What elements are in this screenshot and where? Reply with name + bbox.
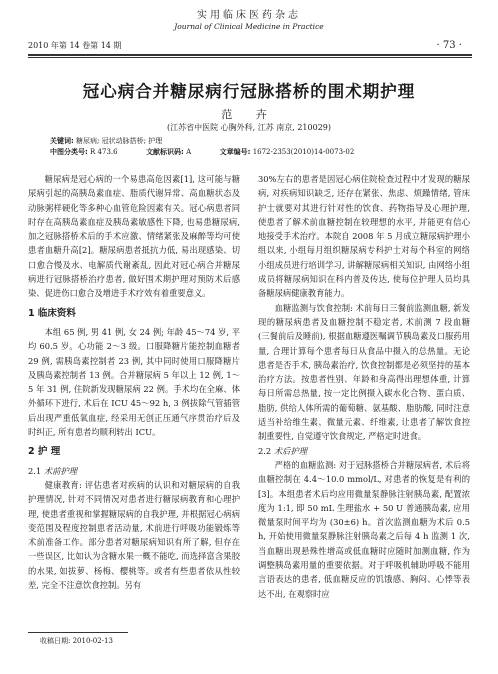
article-id-label: 文章编号: (219, 148, 251, 156)
footnote-rule (28, 632, 128, 633)
section-heading-2: 2 护 理 (28, 446, 61, 458)
section-heading-1: 1 临床资料 (28, 307, 76, 319)
education-paragraph: 30%左右的患者是因冠心病住院检查过程中才发现的糖尿病, 对疾病知识缺乏, 还存在紧张、焦虑、烦躁情绪, 管床护士就要对其进行针对性的饮食、药物指导及心理护理, 使患者了解术前血糖控制在较理想的水平, 并能更有信心地接受手术治疗。本院自 2008 年 5 月成立糖尿病护理小组以来, 小组每月组织糖尿病专科护士对每个科室的网络小组成员进行培训学习, 讲解糖尿病相关知识, 由网络小组成员将糖尿病知识在科内普及传达, 使每位护理人员均具备糖尿病健康教育能力。 (258, 174, 470, 299)
classification-line (50, 147, 354, 157)
doc-code-label: 文献标识码: (146, 148, 184, 156)
subsection-number: 2.2 (258, 445, 272, 456)
postop-paragraph: 严格的血糖监测: 对于冠脉搭桥合并糖尿病者, 术后将血糖控制在 4.4～10.0 mmol/L, 对患者的恢复是有利的[3]。本组患者术后均应用微量泵静脉注射胰岛素, 配置浓度为 1:1, 即 50 mL 生理盐水 + 50 U 普通胰岛素, 应用微量泵时间平均为 (30±6) h。首次监测血糖为术后 0.5 h, 开始使用微量泵静脉注射胰岛素之后每 4 h 监测 1 次, 当血糖出现悬殊性增高或低血糖时应随时加测血糖, 作为调整胰岛素用量的重要依据。对于呼吸机辅助呼吸不能用言语表达的患者, 低血糖反应的饥饿感、胸闷、心悸等表达不出, 在观察时应 (258, 459, 470, 599)
left-column (28, 172, 240, 592)
intro-paragraph: 糖尿病是冠心病的一个易患高危因素[1], 这可能与糖尿病引起的高胰岛素血症、脂质代谢异常、高血糖状态及动脉粥样硬化等多种心血管危险因素有关。冠心病患者同时存在高胰岛素血症及胰岛素敏感性下降, 也易患糖尿病, 加之冠脉搭桥术后的手术应激、情绪紧张及麻醉等均可使患者血糖升高[2]。糖尿病患者抵抗力低, 易出现感染、切口愈合慢及水、电解质代谢紊乱, 因此对冠心病合并糖尿病进行冠脉搭桥治疗患者, 做好围术期护理对预防术后感染、促进伤口愈合及增进手术疗效有着重要意义。 (28, 174, 240, 299)
article-title: 冠心病合并糖尿病行冠脉搭桥的围术期护理 (82, 82, 416, 101)
journal-title-cn: 实用临床医药杂志 (197, 10, 301, 21)
clc-label: 中图分类号: (50, 148, 88, 156)
article-affiliation: (江苏省中医院 心胸外科, 江苏 南京, 210029) (166, 123, 332, 132)
subsection-title: 术前护理 (43, 465, 78, 476)
issue-info: 2010 年第 14 卷第 14 期 (28, 41, 122, 50)
doc-code-value: A (186, 148, 192, 156)
journal-title-en: Journal of Clinical Medicine in Practice (174, 22, 324, 31)
subsection-heading-2-2 (258, 444, 470, 458)
right-column (258, 172, 470, 601)
subsection-title: 术后护理 (273, 445, 308, 456)
page-number: · 73 · (436, 40, 462, 51)
received-date: 收稿日期: 2010-02-13 (40, 637, 113, 645)
subsection-heading-2-1 (28, 464, 240, 478)
keywords-label: 关键词: (50, 137, 74, 145)
preop-paragraph: 健康教育: 评估患者对疾病的认识和对糖尿病的自我护理情况, 针对不同情况对患者进行糖尿病教育和心理护理, 使患者重视和掌握糖尿病的自我护理, 并根据冠心病病变范围及程度控制患者活动量, 术前进行呼吸功能锻炼等术前准备工作。部分患者对糖尿病知识有所了解, 但存在一些误区, 比如认为含糖水果一概不能吃, 而选择富含果胶的水果, 如拔萝、杨梅、樱桃等。或者有些患者依从性较差, 完全不注意饮食控制。另有 (28, 479, 240, 591)
subsection-number: 2.1 (28, 465, 42, 476)
article-author: 范 卉 (221, 108, 277, 121)
keywords-line (50, 136, 162, 146)
header-rule-thick (28, 54, 472, 56)
clinical-paragraph: 本组 65 例, 男 41 例, 女 24 例; 年龄 45～74 岁, 平均 60.5 岁。心功能 2～3 级。口服降糖片能控制血糖者 29 例, 需胰岛素控制者 23 例, 其中同时使用口服降糖片及胰岛素控制者 13 例。合并糖尿病 5 年以上 12 例, 1～5 年 31 例, 住院新发现糖尿病 22 例。手术均在全麻、体外循环下进行, 术后在 ICU 45～92 h, 3 例拔除气管插管后出现严重低氧血症, 经采用无创正压通气序贯治疗后及时纠正, 所有患者均顺利转出 ICU。 (28, 326, 240, 438)
header-rule-thin (28, 57, 472, 58)
clc-value: R 473.6 (90, 148, 118, 156)
keywords-value: 糖尿病; 冠状动脉搭桥; 护理 (76, 137, 163, 145)
glucose-diet-paragraph: 血糖监测与饮食控制: 术前每日三餐前监测血糖, 新发现的糖尿病患者及血糖控制不稳定者, 术前测 7 段血糖 (三餐前后及睡前), 根据血糖遵医嘱调节胰岛素及口服药用量, 合理计算每个患者每日从食品中摄入的总热量。无论患者是否手术, 胰岛素治疗, 饮食控制都是必须坚持的基本治疗方法。按患者性别、年龄和身高得出理想体重, 计算每日所需总热量, 按一定比例摄入碳水化合物、蛋白质、脂肪, 供给人体所需的葡萄糖、氨基酸、脂肪酸, 同时注意适当补给维生素、微量元素、纤维素, 让患者了解饮食控制重要性, 自觉遵守饮食规定, 严格定时进食。 (258, 302, 470, 442)
article-id-value: 1672-2353(2010)14-0073-02 (252, 148, 355, 156)
